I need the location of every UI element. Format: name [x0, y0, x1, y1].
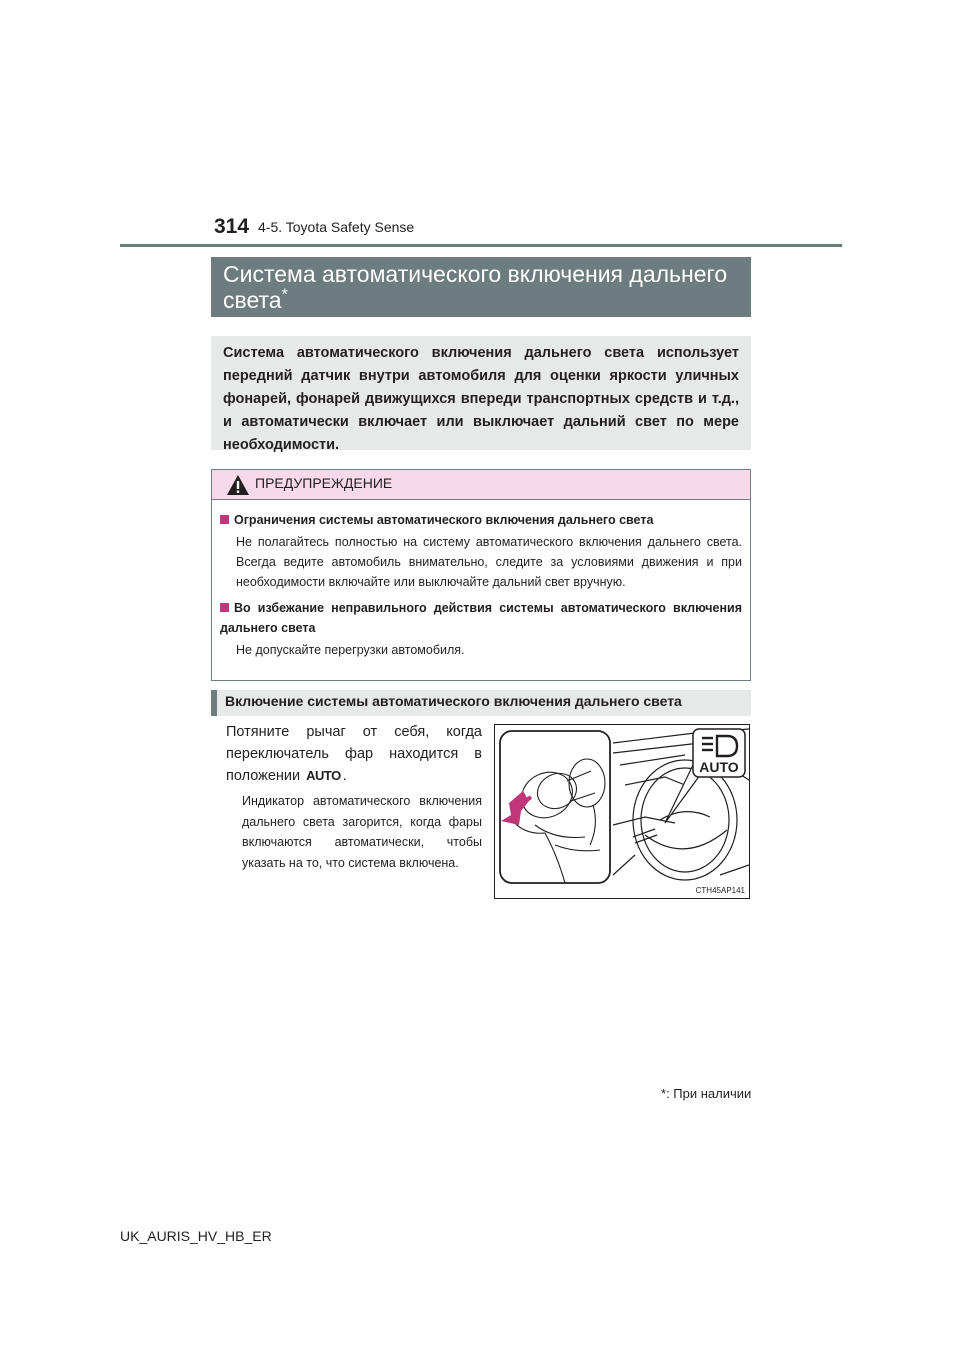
- warning-item-title: [220, 598, 742, 638]
- page-title-text: Система автоматического включения дальнего света: [223, 261, 728, 313]
- auto-symbol: AUTO: [306, 768, 341, 783]
- bullet-square-icon: [220, 603, 229, 612]
- page-number: 314: [214, 215, 250, 238]
- section-title: 4-5. Toyota Safety Sense: [258, 219, 415, 235]
- warning-label: ПРЕДУПРЕЖДЕНИЕ: [255, 475, 393, 491]
- warning-item-title: [220, 510, 742, 530]
- step-note: Индикатор автоматического включения дальнего света загорится, когда фары включаются автоматически, чтобы указать на то, что система включена.: [242, 794, 482, 870]
- warning-header: [212, 470, 750, 500]
- lever-illustration: [494, 724, 750, 899]
- warning-item-text: Не полагайтесь полностью на систему автоматического включения дальнего света. Всегда ведите автомобиль внимательно, следите за условиями движения и при необходимости включайте или выключайте дальний свет вручную.: [236, 535, 742, 589]
- warning-item-title-text: Ограничения системы автоматического включения дальнего света: [234, 513, 654, 527]
- warning-item-text: Не допускайте перегрузки автомобиля.: [236, 643, 465, 657]
- steering-column-drawing: [495, 725, 749, 898]
- warning-item-title-text: Во избежание неправильного действия системы автоматического включения дальнего света: [220, 601, 742, 635]
- header-rule: [120, 244, 842, 247]
- callout-auto-label: AUTO: [699, 759, 739, 775]
- footnote-text: : При наличии: [666, 1086, 752, 1101]
- warning-triangle-icon: [226, 474, 250, 496]
- bullet-square-icon: [220, 515, 229, 524]
- warning-box: [211, 469, 751, 681]
- step-text-after: .: [342, 768, 347, 784]
- illustration-code: CTH45AP141: [695, 886, 745, 895]
- step-text-before: Потяните рычаг от себя, когда переключатель фар находится в положении: [226, 724, 482, 784]
- intro-paragraph: Система автоматического включения дальнего света использует передний датчик внутри автомобиля для оценки яркости уличных фонарей, фонарей движущихся впереди транспортных средств и т.д., и автоматически включает или выключает дальний свет по мере необходимости.: [211, 336, 751, 450]
- document-code: UK_AURIS_HV_HB_ER: [120, 1228, 272, 1244]
- availability-mark: *: [281, 286, 288, 304]
- subsection-title: Включение системы автоматического включения дальнего света: [211, 690, 751, 716]
- step-instruction: [226, 721, 482, 787]
- footnote-mark: *: [661, 1086, 667, 1101]
- footnote: [661, 1086, 751, 1101]
- page-title: [211, 257, 751, 317]
- warning-body: [212, 500, 750, 660]
